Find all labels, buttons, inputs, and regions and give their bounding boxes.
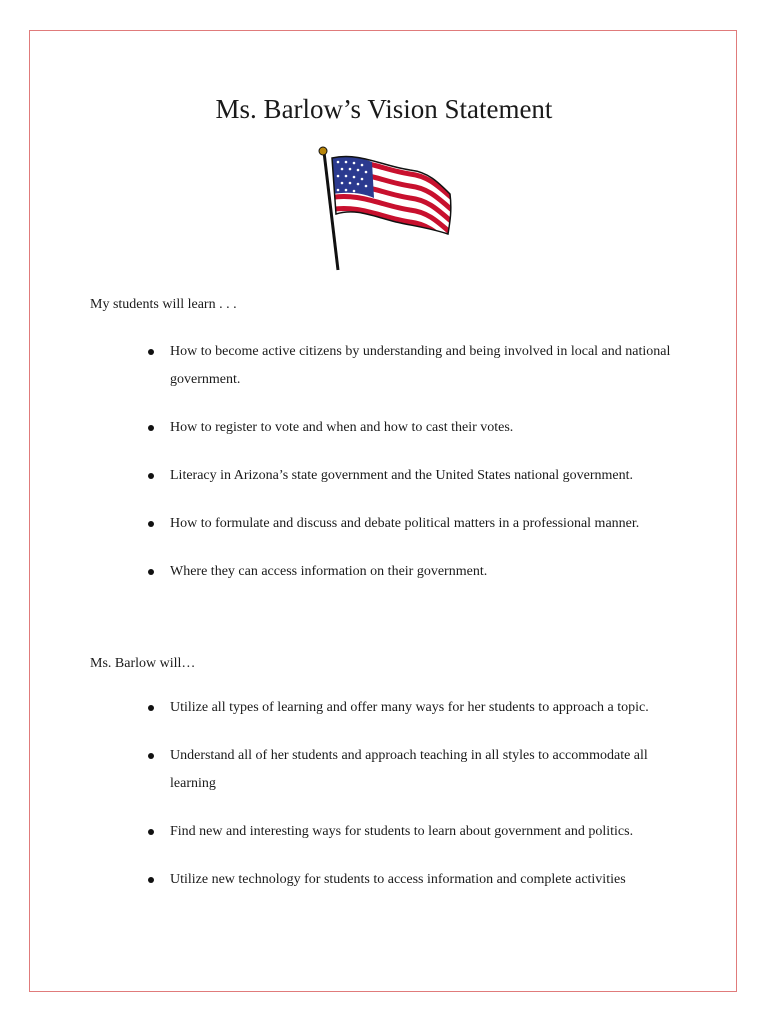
list-item: How to become active citizens by understanding and being involved in local and national government. <box>170 338 690 394</box>
list-item: Find new and interesting ways for students to learn about government and politics. <box>170 818 690 846</box>
american-flag-icon <box>310 142 460 274</box>
list-item: Utilize all types of learning and offer many ways for her students to approach a topic. <box>170 694 690 722</box>
section-intro-students: My students will learn . . . <box>90 297 237 312</box>
list-item: How to formulate and discuss and debate political matters in a professional manner. <box>170 510 690 538</box>
students-learn-list <box>170 338 690 606</box>
list-item: Literacy in Arizona’s state government and the United States national government. <box>170 462 690 490</box>
teacher-will-list <box>170 694 690 914</box>
section-intro-teacher: Ms. Barlow will… <box>90 656 196 671</box>
list-item: How to register to vote and when and how to cast their votes. <box>170 414 690 442</box>
list-item: Where they can access information on their government. <box>170 558 690 586</box>
page-title: Ms. Barlow’s Vision Statement <box>215 94 553 124</box>
list-item: Utilize new technology for students to access information and complete activities <box>170 866 690 894</box>
list-item: Understand all of her students and approach teaching in all styles to accommodate all learning <box>170 742 690 798</box>
